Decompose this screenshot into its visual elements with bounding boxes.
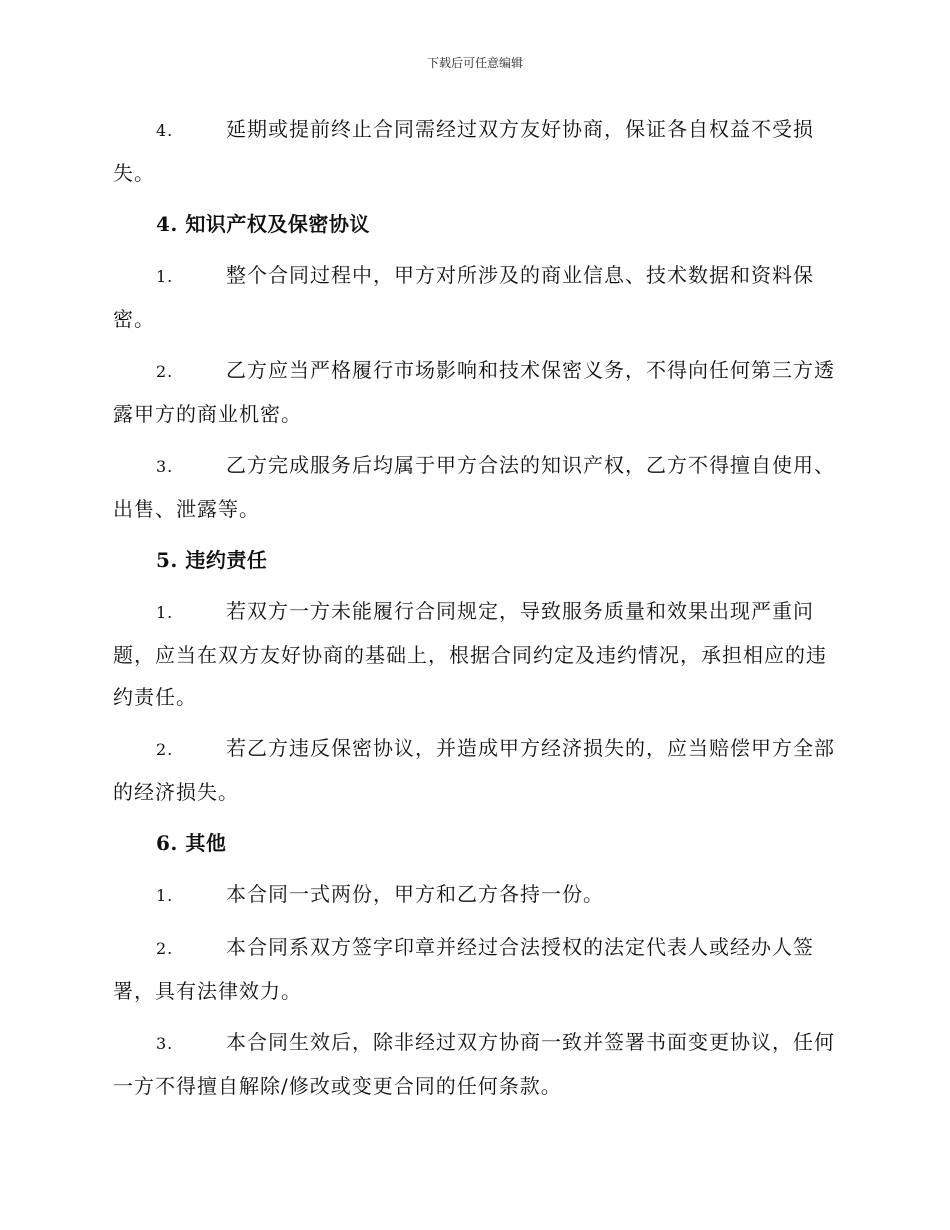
- clause-number: 1.: [156, 603, 174, 622]
- clause-text: 本合同系双方签字印章并经过合法授权的法定代表人或经办人签署，具有法律效力。: [113, 935, 814, 1003]
- clause-item: [113, 349, 835, 435]
- clause-number: 4.: [156, 121, 174, 140]
- clause-item: [113, 1021, 835, 1107]
- clause-text: 若乙方违反保密协议，并造成甲方经济损失的，应当赔偿甲方全部的经济损失。: [113, 736, 835, 804]
- clause-item: [113, 727, 835, 813]
- clause-number: 1.: [156, 886, 174, 905]
- clause-number: 2.: [156, 740, 174, 759]
- clause-text: 乙方应当严格履行市场影响和技术保密义务，不得向任何第三方透露甲方的商业机密。: [113, 358, 835, 426]
- clause-text: 本合同生效后，除非经过双方协商一致并签署书面变更协议，任何一方不得擅自解除/修改或变更合同的任何条款。: [113, 1030, 835, 1098]
- clause-text: 延期或提前终止合同需经过双方友好协商，保证各自权益不受损失。: [113, 117, 814, 185]
- clause-text: 本合同一式两份，甲方和乙方各持一份。: [226, 882, 604, 906]
- clause-text: 整个合同过程中，甲方对所涉及的商业信息、技术数据和资料保密。: [113, 263, 814, 331]
- clause-item: [113, 254, 835, 340]
- section-heading: 4. 知识产权及保密协议: [156, 212, 370, 236]
- clause-item: [113, 444, 835, 530]
- clause-text: 乙方完成服务后均属于甲方合法的知识产权，乙方不得擅自使用、出售、泄露等。: [113, 453, 835, 521]
- clause-item: [113, 873, 835, 917]
- clause-item: [113, 590, 835, 718]
- clause-text: 若双方一方未能履行合同规定，导致服务质量和效果出现严重问题，应当在双方友好协商的基础上，根据合同约定及违约情况，承担相应的违约责任。: [113, 599, 827, 709]
- clause-item: [113, 108, 835, 194]
- document-body: [113, 108, 835, 1116]
- clause-number: 3.: [156, 1034, 174, 1053]
- clause-number: 2.: [156, 362, 174, 381]
- clause-number: 3.: [156, 457, 174, 476]
- clause-number: 1.: [156, 267, 174, 286]
- clause-number: 2.: [156, 939, 174, 958]
- clause-item: [113, 926, 835, 1012]
- section-heading: 5. 违约责任: [156, 548, 268, 572]
- section-heading: 6. 其他: [156, 831, 227, 855]
- page-header: 下载后可任意编辑: [426, 56, 523, 70]
